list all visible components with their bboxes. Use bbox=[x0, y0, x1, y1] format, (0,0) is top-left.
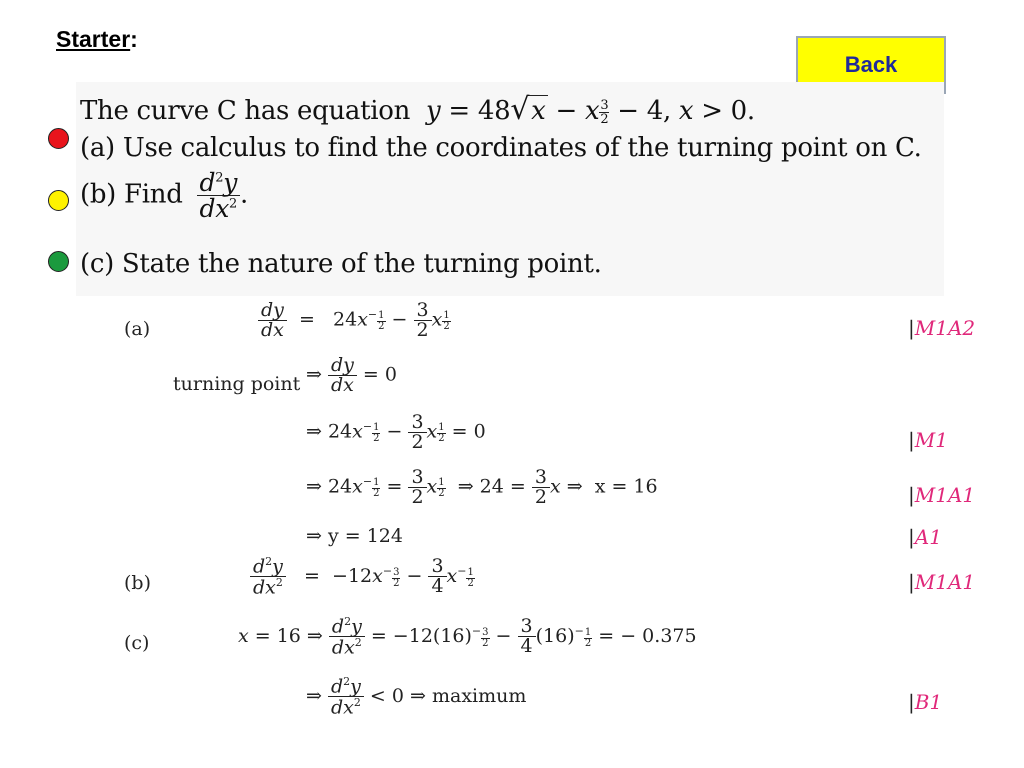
mark-b-1: |M1A1 bbox=[908, 570, 976, 594]
mark-a-3: |M1A1 bbox=[908, 483, 976, 507]
solution-a-line-4: ⇒ 24x− $\frac{1}{2}$ = $\frac{3}{2}$ x $\frac{1}{2}$ ⇒ 24 = $\frac{3}{2}$ x ⇒ x = 16 bbox=[306, 466, 658, 508]
turning-point-label: turning point bbox=[173, 373, 301, 395]
solution-c-line-2: ⇒ $\frac{d^2y}{dx^2}$ < 0 ⇒ maximum bbox=[306, 675, 527, 719]
solution-b-line-1: $\frac{d^2y}{dx^2}$ = −12x− $\frac{3}{2}$ − $\frac{3}{4}$ x− $\frac{1}{2}$ bbox=[250, 556, 475, 598]
solution-a-line-3: ⇒ 24x− $\frac{1}{2}$ − $\frac{3}{2}$ x $\frac{1}{2}$ = 0 bbox=[306, 411, 486, 453]
solution-c-line-1: x = 16 ⇒ $\frac{d^2y}{dx^2}$ = −12(16)− $\frac{3}{2}$ − $\frac{3}{4}$ (16)− $\frac{1}{2}$ = − 0.375 bbox=[238, 615, 697, 659]
yellow-indicator-dot[interactable] bbox=[48, 190, 69, 211]
mark-a-1: |M1A2 bbox=[908, 316, 976, 340]
green-indicator-dot[interactable] bbox=[48, 251, 69, 272]
question-part-c: (c) State the nature of the turning point. bbox=[80, 249, 602, 279]
question-part-a: (a) Use calculus to find the coordinates of the turning point on C. bbox=[80, 133, 922, 163]
mark-a-2: |M1 bbox=[908, 428, 948, 452]
solution-part-c-label: (c) bbox=[124, 632, 150, 654]
solution-a-line-5: ⇒ y = 124 bbox=[306, 525, 403, 547]
solution-part-b-label: (b) bbox=[124, 572, 151, 594]
question-part-b: (b) Find $\frac{d^2y}{dx^2}$ . bbox=[80, 168, 249, 223]
mark-c-1: |B1 bbox=[908, 690, 943, 714]
red-indicator-dot[interactable] bbox=[48, 128, 69, 149]
question-line-1: The curve C has equation y = 48√x − x $\frac{3}{2}$ − 4, x > 0. bbox=[80, 92, 755, 127]
page-title: Starter: bbox=[56, 26, 138, 52]
curve-equation: y = 48√x − x $\frac{3}{2}$ − 4, x > 0. bbox=[426, 92, 755, 127]
mark-a-4: |A1 bbox=[908, 525, 942, 549]
solution-a-line-2: ⇒ $\frac{dy}{dx}$ = 0 bbox=[306, 354, 397, 396]
solution-a-line-1: $\frac{dy}{dx}$ = 24x− $\frac{1}{2}$ − $\frac{3}{2}$ x $\frac{1}{2}$ bbox=[258, 301, 451, 340]
solution-part-a-label: (a) bbox=[124, 318, 151, 340]
back-button[interactable]: Back bbox=[796, 36, 946, 94]
